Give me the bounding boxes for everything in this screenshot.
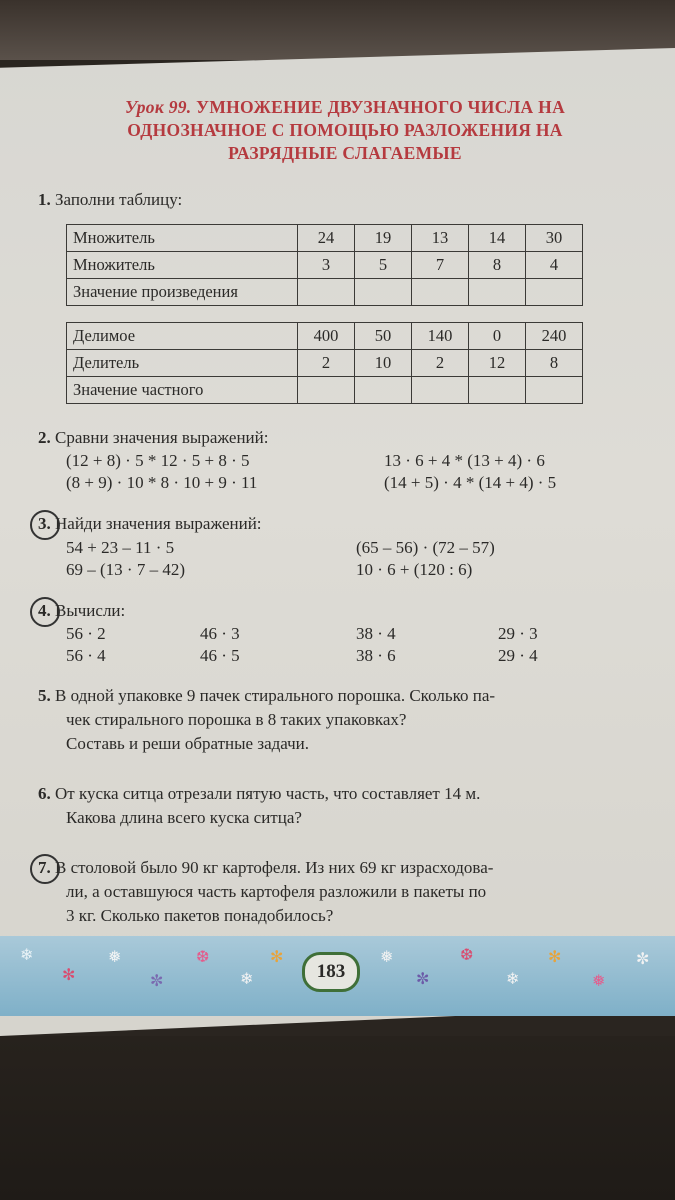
snowflake-icon: ✼ — [636, 951, 650, 968]
snowflake-icon: ❅ — [108, 949, 122, 966]
snowflake-icon: ❅ — [380, 949, 394, 966]
task2-number: 2. — [38, 428, 51, 447]
table-cell: 140 — [412, 323, 469, 350]
snowflake-icon: ❅ — [592, 973, 606, 990]
table-cell: 8 — [526, 350, 583, 377]
task5-text: чек стирального порошка в 8 таких упаковках? — [66, 710, 407, 729]
table-cell: 2 — [298, 350, 355, 377]
table-cell: 240 — [526, 323, 583, 350]
task1-number: 1. — [38, 190, 51, 209]
task4-expression: 56 · 4 — [66, 646, 106, 665]
task7-text: 3 кг. Сколько пакетов понадобилось? — [66, 906, 334, 925]
task4-expression: 38 · 4 — [356, 624, 396, 643]
task3-expression: (65 – 56) · (72 – 57) — [356, 538, 495, 557]
task6-number: 6. — [38, 784, 51, 803]
table-row — [67, 350, 583, 377]
task4-heading — [38, 601, 125, 621]
table-cell — [298, 377, 355, 404]
task3-expression: 10 · 6 + (120 : 6) — [356, 560, 473, 579]
task4-expression: 56 · 2 — [66, 624, 106, 643]
division-table — [66, 322, 583, 404]
snowflake-icon: ✼ — [150, 973, 164, 990]
table-cell: 24 — [298, 225, 355, 252]
table-cell: 50 — [355, 323, 412, 350]
table-cell — [412, 279, 469, 306]
task2-expression: (12 + 8) · 5 * 12 · 5 + 8 · 5 — [66, 451, 250, 470]
table-cell: 5 — [355, 252, 412, 279]
task2-prompt: Сравни значения выражений: — [55, 428, 269, 447]
table-cell: 12 — [469, 350, 526, 377]
task3-number: 3. — [38, 514, 51, 533]
title-line-1: УМНОЖЕНИЕ ДВУЗНАЧНОГО ЧИСЛА НА — [196, 97, 566, 117]
row-label: Множитель — [67, 225, 298, 252]
multiplication-table — [66, 224, 583, 306]
table-row — [67, 323, 583, 350]
task4-expression: 46 · 5 — [200, 646, 240, 665]
table-row — [67, 252, 583, 279]
task5-line — [38, 686, 495, 706]
task3-expression: 69 – (13 · 7 – 42) — [66, 560, 185, 579]
row-label: Множитель — [67, 252, 298, 279]
task3-expression: 54 + 23 – 11 · 5 — [66, 538, 175, 557]
task4-expression: 38 · 6 — [356, 646, 396, 665]
table-cell: 14 — [469, 225, 526, 252]
task5-number: 5. — [38, 686, 51, 705]
table-cell — [469, 377, 526, 404]
task5-text: Составь и реши обратные задачи. — [66, 734, 310, 753]
task2-expression: 13 · 6 + 4 * (13 + 4) · 6 — [384, 451, 545, 470]
table-cell — [412, 377, 469, 404]
table-row — [67, 279, 583, 306]
task7-text: В столовой было 90 кг картофеля. Из них 69 кг израсходова- — [55, 858, 494, 877]
task2-expression: (14 + 5) · 4 * (14 + 4) · 5 — [384, 473, 557, 492]
page-number: 183 — [302, 952, 360, 992]
task7-line — [38, 858, 493, 878]
title-line-3: РАЗРЯДНЫЕ СЛАГАЕМЫЕ — [228, 143, 462, 163]
table-cell — [355, 377, 412, 404]
table-cell: 2 — [412, 350, 469, 377]
table-cell: 13 — [412, 225, 469, 252]
snowflake-icon: ✻ — [270, 949, 284, 966]
snowflake-icon: ❄ — [240, 971, 254, 988]
table-cell: 7 — [412, 252, 469, 279]
table-cell: 10 — [355, 350, 412, 377]
task7-text: ли, а оставшуюся часть картофеля разложили в пакеты по — [66, 882, 487, 901]
task3-prompt: Найди значения выражений: — [55, 514, 262, 533]
table-cell: 0 — [469, 323, 526, 350]
task6-text: От куска ситца отрезали пятую часть, что составляет 14 м. — [55, 784, 481, 803]
table-row — [67, 377, 583, 404]
table-cell: 30 — [526, 225, 583, 252]
task2-heading — [38, 428, 268, 448]
snowflake-icon: ❆ — [196, 949, 210, 966]
table-cell: 19 — [355, 225, 412, 252]
background-bottom — [0, 1036, 675, 1200]
task3-heading — [38, 514, 262, 534]
task1-prompt: Заполни таблицу: — [55, 190, 183, 209]
title-line-2: ОДНОЗНАЧНОЕ С ПОМОЩЬЮ РАЗЛОЖЕНИЯ НА — [127, 120, 563, 140]
task4-prompt: Вычисли: — [55, 601, 126, 620]
row-label: Делимое — [67, 323, 298, 350]
row-label: Делитель — [67, 350, 298, 377]
snowflake-icon: ❆ — [460, 947, 474, 964]
snowflake-icon: ✻ — [548, 949, 562, 966]
task6-text: Какова длина всего куска ситца? — [66, 808, 302, 827]
snowflake-icon: ❄ — [506, 971, 520, 988]
task1-heading — [38, 190, 182, 210]
table-cell — [526, 377, 583, 404]
table-cell: 4 — [526, 252, 583, 279]
task4-expression: 29 · 4 — [498, 646, 538, 665]
table-cell: 3 — [298, 252, 355, 279]
task5-text: В одной упаковке 9 пачек стирального порошка. Сколько па- — [55, 686, 496, 705]
task4-number: 4. — [38, 601, 51, 620]
table-cell: 400 — [298, 323, 355, 350]
snowflake-icon: ✻ — [62, 967, 76, 984]
snowflake-icon: ❄ — [20, 947, 34, 964]
row-label: Значение частного — [67, 377, 298, 404]
table-cell — [298, 279, 355, 306]
task4-expression: 29 · 3 — [498, 624, 538, 643]
snowflake-icon: ✼ — [416, 971, 430, 988]
table-cell: 8 — [469, 252, 526, 279]
table-row — [67, 225, 583, 252]
lesson-number: Урок 99. — [124, 97, 192, 117]
table-cell — [355, 279, 412, 306]
task2-expression: (8 + 9) · 10 * 8 · 10 + 9 · 11 — [66, 473, 258, 492]
task4-expression: 46 · 3 — [200, 624, 240, 643]
task7-number: 7. — [38, 858, 51, 877]
lesson-title — [60, 96, 630, 165]
row-label: Значение произведения — [67, 279, 298, 306]
table-cell — [469, 279, 526, 306]
task6-line — [38, 784, 480, 804]
table-cell — [526, 279, 583, 306]
